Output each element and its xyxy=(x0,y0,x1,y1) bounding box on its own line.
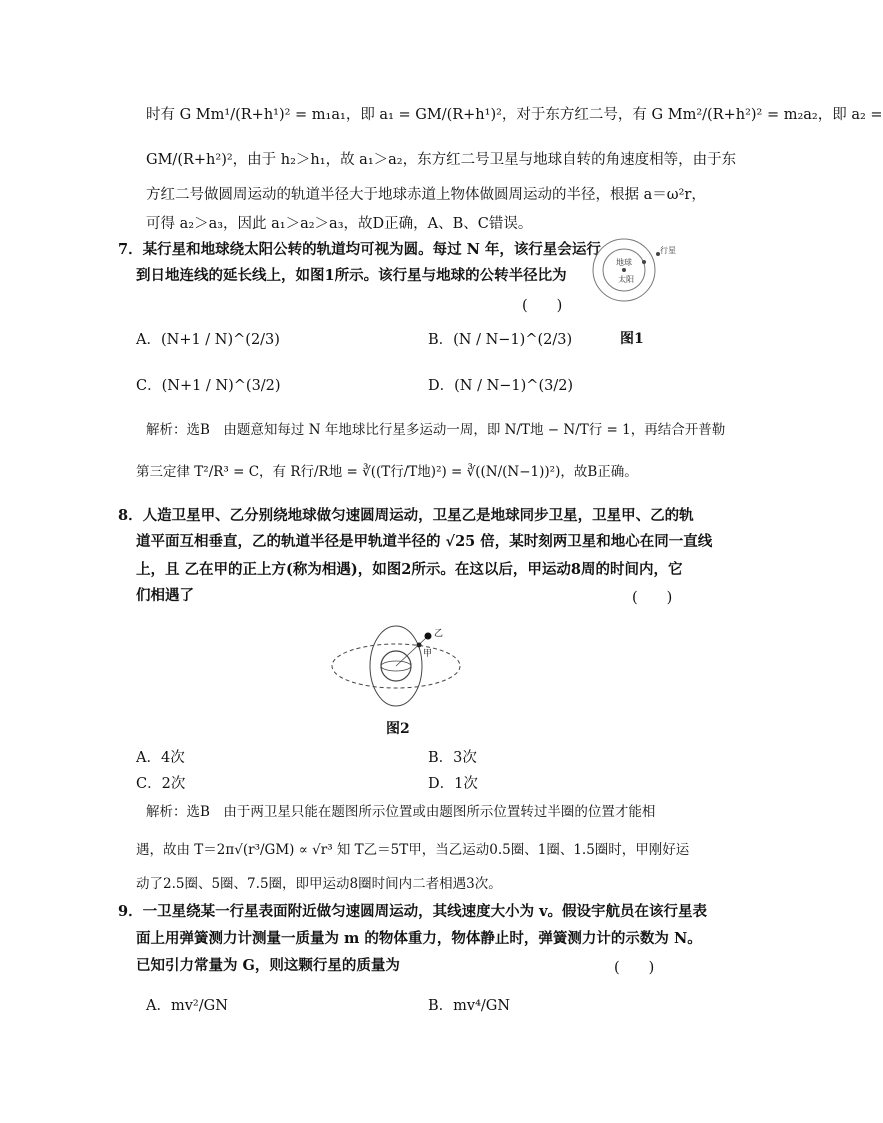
q9-option-a[interactable]: A．mv²/GN xyxy=(146,998,228,1014)
figure2-caption: 图2 xyxy=(386,721,410,737)
earth-dot xyxy=(642,260,646,264)
q8-line4: 们相遇了 xyxy=(136,587,194,604)
q9-line2: 面上用弹簧测力计测量一质量为 m 的物体重力，物体静止时，弹簧测力计的示数为 N。 xyxy=(136,930,702,947)
solution6-line3: 方红二号做圆周运动的轨道半径大于地球赤道上物体做圆周运动的半径，根据 a＝ω²r， xyxy=(146,187,706,203)
q8-line3: 上，且 乙在甲的正上方(称为相遇)，如图2所示。在这以后，甲运动8周的时间内，它 xyxy=(136,561,683,578)
earth-label: 地球 xyxy=(616,258,632,267)
q8-option-b[interactable]: B．3次 xyxy=(428,750,477,766)
q9-option-b[interactable]: B．mv⁴/GN xyxy=(428,998,511,1014)
q7-option-b[interactable]: B．(N / N−1)^(2/3) xyxy=(428,332,573,348)
q8-solution-line2: 遇，故由 T＝2π√(r³/GM) ∝ √r³ 知 T乙＝5T甲，当乙运动0.5圈、1圈、1.5圈时，甲刚好运 xyxy=(136,842,690,858)
q8-option-d[interactable]: D．1次 xyxy=(428,776,478,792)
figure1-caption: 图1 xyxy=(620,331,644,347)
solution6-line2: GM/(R+h²)²，由于 h₂＞h₁，故 a₁＞a₂，东方红二号卫星与地球自转的角速度相等，由于东 xyxy=(146,152,737,168)
q7-answer-paren: ( ) xyxy=(522,298,563,314)
figure2-orbits xyxy=(330,620,465,710)
q7-line1: 7．某行星和地球绕太阳公转的轨道均可视为圆。每过 N 年，该行星会运行 xyxy=(118,241,601,258)
q7-line2: 到日地连线的延长线上，如图1所示。该行星与地球的公转半径比为 xyxy=(136,267,567,284)
q7-solution-line2: 第三定律 T²/R³ = C，有 R行/R地 = ∛((T行/T地)²) = ∛((N/(N−1))²)，故B正确。 xyxy=(136,464,638,480)
q8-solution-line1: 解析：选B 由于两卫星只能在题图所示位置或由题图所示位置转过半圈的位置才能相 xyxy=(146,804,656,820)
solution6-line4: 可得 a₂＞a₃，因此 a₁＞a₂＞a₃，故D正确，A、B、C错误。 xyxy=(146,216,533,232)
satellite-jia-dot xyxy=(417,643,422,648)
q9-line1: 9．一卫星绕某一行星表面附近做匀速圆周运动，其线速度大小为 v。假设宇航员在该行星表 xyxy=(118,903,708,920)
q7-option-a[interactable]: A．(N+1 / N)^(2/3) xyxy=(136,332,280,348)
solution6-line1: 时有 G Mm¹/(R+h¹)² = m₁a₁，即 a₁ = GM/(R+h¹)²，对于东方红二号，有 G Mm²/(R+h²)² = m₂a₂，即 a₂ = xyxy=(146,107,883,123)
q8-option-c[interactable]: C．2次 xyxy=(136,776,186,792)
q8-line2: 道平面互相垂直，乙的轨道半径是甲轨道半径的 √25 倍，某时刻两卫星和地心在同一直线 xyxy=(136,533,713,550)
yi-label: 乙 xyxy=(434,629,444,639)
jia-label: 甲 xyxy=(423,649,433,659)
q7-option-d[interactable]: D．(N / N−1)^(3/2) xyxy=(428,378,574,394)
q9-answer-paren: ( ) xyxy=(614,960,655,976)
q8-line1: 8．人造卫星甲、乙分别绕地球做匀速圆周运动，卫星乙是地球同步卫星，卫星甲、乙的轨 xyxy=(118,507,694,524)
q7-solution-line1: 解析：选B 由题意知每过 N 年地球比行星多运动一周，即 N/T地 − N/T行 = 1，再结合开普勒 xyxy=(146,422,726,438)
q7-option-c[interactable]: C．(N+1 / N)^(3/2) xyxy=(136,378,281,394)
q8-option-a[interactable]: A．4次 xyxy=(136,750,185,766)
planet-label: 行星 xyxy=(660,246,676,255)
sun-dot xyxy=(622,268,626,272)
satellite-yi-dot xyxy=(425,633,432,640)
figure1-orbits xyxy=(580,238,680,310)
q9-line3: 已知引力常量为 G，则这颗行星的质量为 xyxy=(136,957,400,974)
sun-label: 太阳 xyxy=(618,275,634,284)
q8-answer-paren: ( ) xyxy=(632,590,673,606)
q8-solution-line3: 动了2.5圈、5圈、7.5圈，即甲运动8圈时间内二者相遇3次。 xyxy=(136,876,502,892)
